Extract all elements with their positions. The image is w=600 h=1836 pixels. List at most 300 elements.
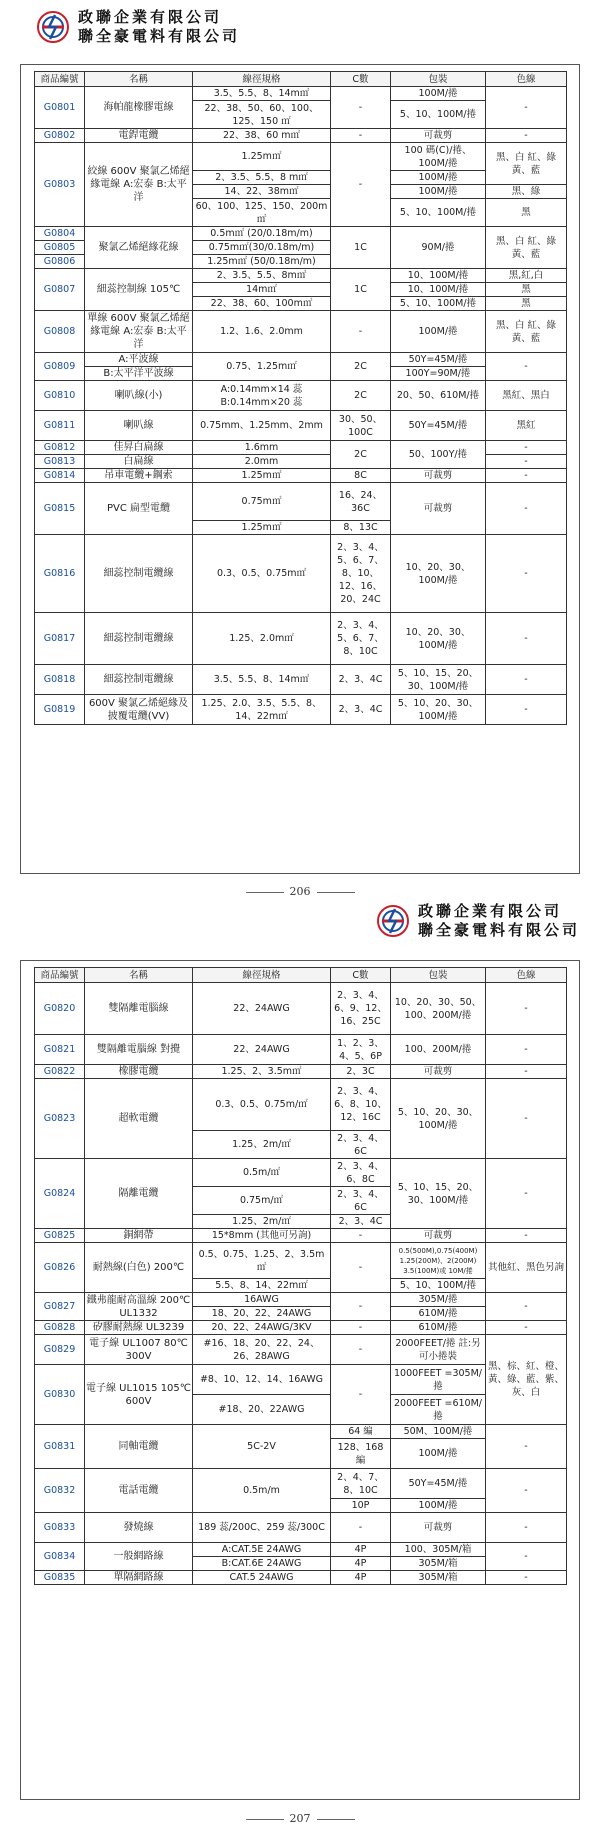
company-header <box>36 8 240 46</box>
table-row <box>35 381 567 411</box>
product-color: - <box>486 1469 567 1513</box>
product-cores: 16、24、36C <box>331 483 391 521</box>
col-spec: 線徑規格 <box>193 968 331 983</box>
table-row <box>35 1469 567 1499</box>
pack-line: 0.5(500M),0.75(400M) <box>398 1246 478 1255</box>
product-spec: 0.75、1.25m㎡ <box>193 353 331 381</box>
product-cores: 8C <box>331 469 391 483</box>
product-code: G0808 <box>35 311 85 353</box>
product-code: G0822 <box>35 1065 85 1079</box>
product-color: 黑紅 <box>486 411 567 441</box>
table-row <box>35 1159 567 1187</box>
product-code: G0801 <box>35 87 85 129</box>
product-pack: 可裁剪 <box>391 1513 486 1543</box>
table-row <box>35 1035 567 1065</box>
product-color: - <box>486 353 567 381</box>
product-pack: 10、100M/捲 <box>391 283 486 297</box>
product-pack: 610M/捲 <box>391 1307 486 1321</box>
product-code: G0824 <box>35 1159 85 1229</box>
product-name: 細蕊控制電纜線 <box>85 613 193 665</box>
product-name: 吊車電纜+鋼索 <box>85 469 193 483</box>
col-cores: C數 <box>331 72 391 87</box>
product-color: - <box>486 695 567 725</box>
product-spec: 0.75m㎡(30/0.18m/m) <box>193 241 331 255</box>
product-spec: 1.25m㎡ <box>193 143 331 171</box>
product-cores: - <box>331 1293 391 1321</box>
product-name: 矽膠耐熱線 UL3239 <box>85 1321 193 1335</box>
col-code: 商品編號 <box>35 72 85 87</box>
product-color: 黑 <box>486 297 567 311</box>
product-pack: 5、10、15、20、30、100M/捲 <box>391 665 486 695</box>
pack-line: 3.5(100M)或 10M/捲 <box>403 1266 473 1275</box>
table-row <box>35 1335 567 1365</box>
product-pack: 100 碼(C)/捲、100M/捲 <box>391 143 486 171</box>
product-spec: CAT.5 24AWG <box>193 1571 331 1585</box>
product-code: G0818 <box>35 665 85 695</box>
product-cores: - <box>331 1229 391 1243</box>
product-cores: 1C <box>331 227 391 269</box>
table-row <box>35 129 567 143</box>
product-color: - <box>486 665 567 695</box>
table-row <box>35 1425 567 1439</box>
product-pack: 100M/捲 <box>391 1439 486 1469</box>
company-name-2: 聯全豪電料有限公司 <box>418 921 581 939</box>
product-pack: 10、100M/捲 <box>391 269 486 283</box>
product-spec: 0.5m/㎡ <box>193 1159 331 1187</box>
product-name: A:平波線 <box>85 353 193 367</box>
product-code: G0820 <box>35 983 85 1035</box>
product-name: 聚氯乙烯絕緣花線 <box>85 227 193 269</box>
product-pack: 305M/箱 <box>391 1557 486 1571</box>
product-spec: A:CAT.5E 24AWG <box>193 1543 331 1557</box>
product-spec: 1.25m㎡ <box>193 521 331 535</box>
product-pack: 90M/捲 <box>391 227 486 269</box>
product-color: 黑、白 紅、綠 黃、藍 <box>486 143 567 185</box>
product-color: - <box>486 983 567 1035</box>
product-cores: 2、3、4、6C <box>331 1131 391 1159</box>
product-cores: 4P <box>331 1543 391 1557</box>
product-name: 喇叭線(小) <box>85 381 193 411</box>
product-pack: 20、50、610M/捲 <box>391 381 486 411</box>
product-code: G0821 <box>35 1035 85 1065</box>
product-cores: 1C <box>331 269 391 311</box>
product-name: 細蕊控制電纜線 <box>85 535 193 613</box>
product-code: G0810 <box>35 381 85 411</box>
product-code: G0834 <box>35 1543 85 1571</box>
product-cores: - <box>331 1243 391 1293</box>
product-pack: 可裁剪 <box>391 129 486 143</box>
table-row <box>35 87 567 101</box>
table-row <box>35 695 567 725</box>
product-color: 黑紅、黑白 <box>486 381 567 411</box>
table-row <box>35 353 567 367</box>
product-name: 耐熱線(白色) 200℃ <box>85 1243 193 1293</box>
product-color: - <box>486 1543 567 1571</box>
product-pack: 50、100Y/捲 <box>391 441 486 469</box>
col-cores: C數 <box>331 968 391 983</box>
table-row <box>35 311 567 353</box>
product-spec: #18、20、22AWG <box>193 1395 331 1425</box>
product-pack: 1000FEET =305M/捲 <box>391 1365 486 1395</box>
product-color: 黑 <box>486 199 567 227</box>
product-spec: 0.5、0.75、1.25、2、3.5m㎡ <box>193 1243 331 1279</box>
product-pack: 100、305M/箱 <box>391 1543 486 1557</box>
product-cores: 64 編 <box>331 1425 391 1439</box>
product-code: G0832 <box>35 1469 85 1513</box>
product-name: 同軸電纜 <box>85 1425 193 1469</box>
product-spec: 5.5、8、14、22m㎡ <box>193 1279 331 1293</box>
product-spec: 1.25、2m/㎡ <box>193 1131 331 1159</box>
page-number-206: 206 <box>0 885 600 898</box>
product-pack: 10、20、30、100M/捲 <box>391 535 486 613</box>
table-row <box>35 1229 567 1243</box>
product-pack: 5、10、100M/捲 <box>391 199 486 227</box>
product-name: 雙隔離電腦線 <box>85 983 193 1035</box>
product-name: 細蕊控制線 105℃ <box>85 269 193 311</box>
table-row <box>35 535 567 613</box>
product-name: 發燒線 <box>85 1513 193 1543</box>
product-color: - <box>486 1425 567 1469</box>
product-code: G0804 <box>35 227 85 241</box>
product-name: 隔離電纜 <box>85 1159 193 1229</box>
table-row <box>35 1079 567 1131</box>
product-color: - <box>486 1065 567 1079</box>
table-row <box>35 1293 567 1307</box>
product-name: PVC 扁型電纜 <box>85 483 193 535</box>
col-spec: 線徑規格 <box>193 72 331 87</box>
product-pack: 可裁剪 <box>391 483 486 535</box>
product-name: 電子線 UL1007 80℃ 300V <box>85 1335 193 1365</box>
product-code: G0813 <box>35 455 85 469</box>
product-name: 細蕊控制電纜線 <box>85 665 193 695</box>
table-row <box>35 483 567 521</box>
product-spec: 0.75m㎡ <box>193 483 331 521</box>
product-cores: 2、3、4、6、8C <box>331 1159 391 1187</box>
product-color: 黑、白 紅、綠 黃、藍 <box>486 311 567 353</box>
product-name: B:太平洋平波線 <box>85 367 193 381</box>
product-code: G0816 <box>35 535 85 613</box>
product-color: 其他紅、黑色另詢 <box>486 1243 567 1293</box>
product-spec: 1.25、2.0、3.5、5.5、8、14、22m㎡ <box>193 695 331 725</box>
product-pack: 305M/箱 <box>391 1571 486 1585</box>
col-color: 色線 <box>486 72 567 87</box>
product-spec: 189 蕊/200C、259 蕊/300C <box>193 1513 331 1543</box>
product-spec: 22、38、50、60、100、125、150 ㎡ <box>193 101 331 129</box>
product-cores: 8、13C <box>331 521 391 535</box>
product-pack: 可裁剪 <box>391 1229 486 1243</box>
company-header <box>376 902 580 940</box>
product-cores: 128、168 編 <box>331 1439 391 1469</box>
catalog-page-206 <box>0 0 600 900</box>
product-spec: 2、3.5、5.5、8m㎡ <box>193 269 331 283</box>
product-code: G0815 <box>35 483 85 535</box>
product-cores: - <box>331 311 391 353</box>
table-row <box>35 469 567 483</box>
product-color: - <box>486 441 567 455</box>
product-color: - <box>486 1513 567 1543</box>
product-cores: 2、3、4、6、8、10、12、16C <box>331 1079 391 1131</box>
product-cores: - <box>331 1513 391 1543</box>
product-color: 黑、白 紅、綠 黃、藍 <box>486 227 567 269</box>
product-color: - <box>486 455 567 469</box>
product-cores: - <box>331 143 391 227</box>
col-name: 名稱 <box>85 968 193 983</box>
product-cores: - <box>331 1321 391 1335</box>
product-pack: 可裁剪 <box>391 1065 486 1079</box>
product-table-206 <box>34 71 567 725</box>
col-pack: 包裝 <box>391 72 486 87</box>
table-row <box>35 665 567 695</box>
product-code: G0802 <box>35 129 85 143</box>
table-row <box>35 143 567 171</box>
product-code: G0827 <box>35 1293 85 1321</box>
product-code: G0823 <box>35 1079 85 1159</box>
product-code: G0835 <box>35 1571 85 1585</box>
product-spec: 18、20、22、24AWG <box>193 1307 331 1321</box>
product-cores: 2C <box>331 381 391 411</box>
table-row <box>35 1571 567 1585</box>
pack-line: 1.25(200M)、2(200M) <box>399 1256 477 1265</box>
product-spec: 1.25m㎡ <box>193 469 331 483</box>
product-pack: 100M/捲 <box>391 311 486 353</box>
product-spec: 22、24AWG <box>193 1035 331 1065</box>
company-name-1: 政聯企業有限公司 <box>78 8 223 26</box>
product-spec: 1.25、2m/㎡ <box>193 1215 331 1229</box>
product-name: 絞線 600V 聚氯乙烯絕緣電線 A:宏泰 B:太平洋 <box>85 143 193 227</box>
col-name: 名稱 <box>85 72 193 87</box>
table-frame-207 <box>20 960 580 1800</box>
product-pack: 305M/捲 <box>391 1293 486 1307</box>
product-cores: 2C <box>331 353 391 381</box>
product-name: 喇叭線 <box>85 411 193 441</box>
product-name: 單線 600V 聚氯乙烯絕緣電線 A:宏泰 B:太平洋 <box>85 311 193 353</box>
product-code: G0817 <box>35 613 85 665</box>
product-spec: 14、22、38m㎡ <box>193 185 331 199</box>
product-pack: 50M、100M/捲 <box>391 1425 486 1439</box>
product-name: 電銲電纜 <box>85 129 193 143</box>
product-spec: #8、10、12、14、16AWG <box>193 1365 331 1395</box>
product-pack: 5、10、100M/捲 <box>391 1279 486 1293</box>
table-row <box>35 441 567 455</box>
product-spec: 0.5m/m <box>193 1469 331 1513</box>
product-code: G0809 <box>35 353 85 381</box>
table-row <box>35 411 567 441</box>
product-name: 單隔網路線 <box>85 1571 193 1585</box>
product-color: - <box>486 483 567 535</box>
product-pack: 10、20、30、50、100、200M/捲 <box>391 983 486 1035</box>
product-pack <box>391 1243 486 1279</box>
product-cores: 2、3、4、5、6、7、8、10、12、16、20、24C <box>331 535 391 613</box>
table-row <box>35 1543 567 1557</box>
product-name: 海帕龍橡膠電線 <box>85 87 193 129</box>
product-code: G0829 <box>35 1335 85 1365</box>
product-spec: 14m㎡ <box>193 283 331 297</box>
product-spec: 3.5、5.5、8、14m㎡ <box>193 665 331 695</box>
product-color: - <box>486 1293 567 1321</box>
product-color: - <box>486 1159 567 1229</box>
product-spec: 2、3.5、5.5、8 m㎡ <box>193 171 331 185</box>
product-cores: 1、2、3、4、5、6P <box>331 1035 391 1065</box>
product-cores: 4P <box>331 1557 391 1571</box>
product-cores: 2、4、7、8、10C <box>331 1469 391 1499</box>
catalog-page-207 <box>0 900 600 1836</box>
product-spec: 22、38、60 m㎡ <box>193 129 331 143</box>
product-pack: 100Y=90M/捲 <box>391 367 486 381</box>
product-cores: 30、50、100C <box>331 411 391 441</box>
product-spec: 0.75mm、1.25mm、2mm <box>193 411 331 441</box>
product-table-207 <box>34 967 567 1585</box>
company-name-1: 政聯企業有限公司 <box>418 902 563 920</box>
product-cores: - <box>331 1335 391 1365</box>
product-code: G0833 <box>35 1513 85 1543</box>
product-color: - <box>486 87 567 129</box>
product-pack: 5、10、15、20、30、100M/捲 <box>391 1159 486 1229</box>
product-code: G0805 <box>35 241 85 255</box>
product-code: G0825 <box>35 1229 85 1243</box>
product-pack: 100M/捲 <box>391 1499 486 1513</box>
product-color: - <box>486 535 567 613</box>
table-row <box>35 1321 567 1335</box>
product-cores: 2、3、4C <box>331 665 391 695</box>
product-name: 電子線 UL1015 105℃ 600V <box>85 1365 193 1425</box>
product-pack: 100M/捲 <box>391 185 486 199</box>
table-row <box>35 1065 567 1079</box>
table-row <box>35 269 567 283</box>
product-spec: 16AWG <box>193 1293 331 1307</box>
product-pack: 100M/捲 <box>391 171 486 185</box>
product-spec: 3.5、5.5、8、14m㎡ <box>193 87 331 101</box>
product-cores: 2C <box>331 441 391 469</box>
table-row <box>35 613 567 665</box>
product-pack: 5、10、100M/捲 <box>391 297 486 311</box>
company-name-2: 聯全豪電料有限公司 <box>78 27 241 45</box>
product-cores: - <box>331 87 391 129</box>
table-row <box>35 227 567 241</box>
product-pack: 50Y=45M/捲 <box>391 353 486 367</box>
product-code: G0814 <box>35 469 85 483</box>
product-cores: 2、3、4、6、9、12、16、25C <box>331 983 391 1035</box>
product-pack: 100、200M/捲 <box>391 1035 486 1065</box>
product-cores: 2、3、4C <box>331 695 391 725</box>
product-name: 佳昇白扁線 <box>85 441 193 455</box>
product-color: 黑,紅,白 <box>486 269 567 283</box>
product-code: G0811 <box>35 411 85 441</box>
product-name: 600V 聚氯乙烯絕緣及披覆電纜(VV) <box>85 695 193 725</box>
product-pack: 50Y=45M/捲 <box>391 1469 486 1499</box>
product-color: - <box>486 613 567 665</box>
product-pack: 5、10、100M/捲 <box>391 101 486 129</box>
product-color: 黑、綠 <box>486 185 567 199</box>
table-row <box>35 455 567 469</box>
product-code: G0803 <box>35 143 85 227</box>
col-code: 商品編號 <box>35 968 85 983</box>
product-spec: 1.25、2.0m㎡ <box>193 613 331 665</box>
product-cores: - <box>331 1365 391 1425</box>
product-cores: 2、3、4、5、6、7、8、10C <box>331 613 391 665</box>
table-row <box>35 1243 567 1279</box>
product-pack: 可裁剪 <box>391 469 486 483</box>
table-row <box>35 983 567 1035</box>
product-spec: 0.3、0.5、0.75m㎡ <box>193 535 331 613</box>
product-color: 黑 <box>486 283 567 297</box>
product-code: G0831 <box>35 1425 85 1469</box>
product-code: G0812 <box>35 441 85 455</box>
product-name: 銅網帶 <box>85 1229 193 1243</box>
product-color: - <box>486 469 567 483</box>
product-spec: 0.75m/㎡ <box>193 1187 331 1215</box>
product-color: 黑、棕、紅、橙、黃、綠、藍、紫、灰、白 <box>486 1335 567 1425</box>
product-cores: 2、3、4C <box>331 1215 391 1229</box>
table-header-row <box>35 968 567 983</box>
company-logo-icon <box>36 10 70 44</box>
product-color: - <box>486 1571 567 1585</box>
product-spec: B:CAT.6E 24AWG <box>193 1557 331 1571</box>
company-logo-icon <box>376 904 410 938</box>
product-cores: 4P <box>331 1571 391 1585</box>
product-name: 橡膠電纜 <box>85 1065 193 1079</box>
product-code: G0807 <box>35 269 85 311</box>
product-spec: 1.25、2、3.5m㎡ <box>193 1065 331 1079</box>
product-cores: 10P <box>331 1499 391 1513</box>
product-pack: 2000FEET =610M/捲 <box>391 1395 486 1425</box>
product-name: 雙隔離電腦線 對攪 <box>85 1035 193 1065</box>
product-spec: 22、24AWG <box>193 983 331 1035</box>
product-name: 超軟電纜 <box>85 1079 193 1159</box>
product-name: 電話電纜 <box>85 1469 193 1513</box>
product-spec: 2.0mm <box>193 455 331 469</box>
col-pack: 包裝 <box>391 968 486 983</box>
product-color: - <box>486 1035 567 1065</box>
product-name: 一般網路線 <box>85 1543 193 1571</box>
product-code: G0826 <box>35 1243 85 1293</box>
product-spec: 15*8mm (其他可另詢) <box>193 1229 331 1243</box>
product-name: 白扁線 <box>85 455 193 469</box>
product-spec: 20、22、24AWG/3KV <box>193 1321 331 1335</box>
product-color: - <box>486 129 567 143</box>
product-spec: #16、18、20、22、24、26、28AWG <box>193 1335 331 1365</box>
product-pack: 5、10、20、30、100M/捲 <box>391 695 486 725</box>
product-pack: 610M/捲 <box>391 1321 486 1335</box>
product-spec: 5C-2V <box>193 1425 331 1469</box>
product-code: G0830 <box>35 1365 85 1425</box>
product-spec: 0.3、0.5、0.75m/㎡ <box>193 1079 331 1131</box>
table-row <box>35 1513 567 1543</box>
product-color: - <box>486 1229 567 1243</box>
product-spec: 1.2、1.6、2.0mm <box>193 311 331 353</box>
product-cores: 2、3C <box>331 1065 391 1079</box>
product-code: G0806 <box>35 255 85 269</box>
product-spec: 60、100、125、150、200m㎡ <box>193 199 331 227</box>
product-color: - <box>486 1321 567 1335</box>
product-spec: A:0.14mm×14 蕊 B:0.14mm×20 蕊 <box>193 381 331 411</box>
table-header-row <box>35 72 567 87</box>
page-number-207: 207 <box>0 1812 600 1825</box>
col-color: 色線 <box>486 968 567 983</box>
product-pack: 100M/捲 <box>391 87 486 101</box>
product-color: - <box>486 1079 567 1159</box>
product-cores: - <box>331 129 391 143</box>
product-name: 鐵弗龍耐高溫線 200℃ UL1332 <box>85 1293 193 1321</box>
product-spec: 0.5m㎡ (20/0.18m/m) <box>193 227 331 241</box>
product-code: G0828 <box>35 1321 85 1335</box>
product-spec: 22、38、60、100m㎡ <box>193 297 331 311</box>
product-pack: 50Y=45M/捲 <box>391 411 486 441</box>
product-cores: 2、3、4、6C <box>331 1187 391 1215</box>
table-frame-206 <box>20 64 580 874</box>
product-pack: 10、20、30、100M/捲 <box>391 613 486 665</box>
product-pack: 5、10、20、30、100M/捲 <box>391 1079 486 1159</box>
product-pack: 2000FEET/捲 註:另可小捲裝 <box>391 1335 486 1365</box>
